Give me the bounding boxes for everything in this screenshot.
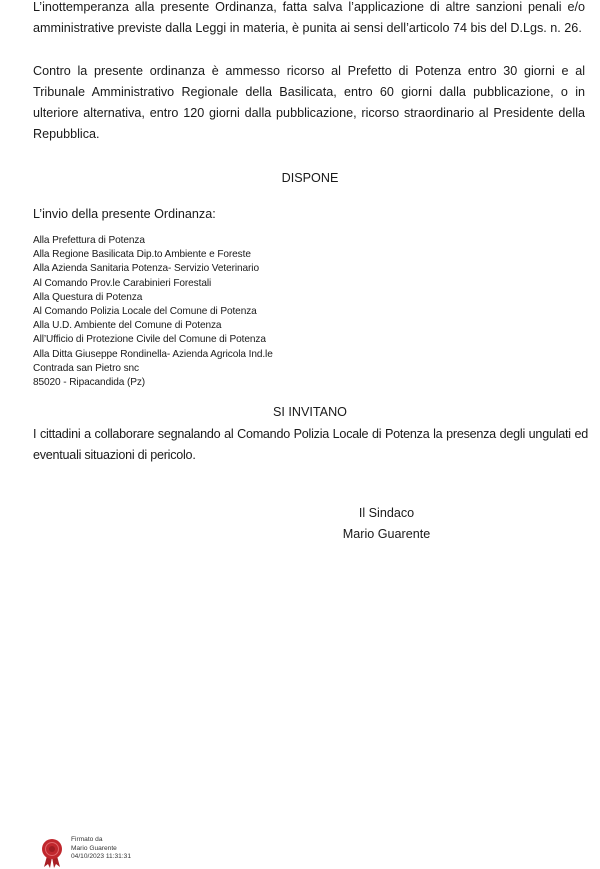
recipients-list <box>33 234 273 390</box>
recipient-item: Alla Questura di Potenza <box>33 291 143 303</box>
stamp-signer: Mario Guarente <box>71 844 117 852</box>
paragraph-line: eventuali situazioni di pericolo. <box>33 448 196 462</box>
recipient-item: All’Ufficio di Protezione Civile del Comune di Potenza <box>33 334 266 346</box>
recipients-intro: L’invio della presente Ordinanza: <box>33 207 216 221</box>
paragraph-line: Contro la presente ordinanza è ammesso ricorso al Prefetto di Potenza entro 30 giorni e al <box>33 64 585 78</box>
paragraph-appeal <box>33 61 585 145</box>
recipient-item: Contrada san Pietro snc <box>33 362 139 374</box>
invito-paragraph <box>33 424 588 466</box>
paragraph-line: L’inottemperanza alla presente Ordinanza, fatta salva l’applicazione di altre sanzioni penali e/o <box>33 0 585 14</box>
invitano-heading: SI INVITANO <box>273 405 347 419</box>
paragraph-line: ulteriore alternativa, entro 120 giorni dalla pubblicazione, ricorso straordinario al Presidente della <box>33 106 585 120</box>
stamp-label: Firmato da <box>71 836 103 843</box>
dispone-heading: DISPONE <box>281 171 339 185</box>
recipient-item: Alla Regione Basilicata Dip.to Ambiente e Foreste <box>33 249 251 261</box>
digital-signature-stamp <box>40 836 150 868</box>
recipient-item: Alla U.D. Ambiente del Comune di Potenza <box>33 320 222 332</box>
recipient-item: Alla Ditta Giuseppe Rondinella- Azienda Agricola Ind.le <box>33 348 273 360</box>
recipient-item: Al Comando Polizia Locale del Comune di Potenza <box>33 306 257 318</box>
paragraph-line: I cittadini a collaborare segnalando al Comando Polizia Locale di Potenza la presenza degli ungulati ed <box>33 427 588 441</box>
paragraph-line: Repubblica. <box>33 127 100 141</box>
paragraph-line: Tribunale Amministrativo Regionale della Basilicata, entro 60 giorni dalla pubblicazione, o in <box>33 85 585 99</box>
stamp-timestamp: 04/10/2023 11:31:31 <box>71 853 132 861</box>
wax-seal-icon <box>40 838 64 868</box>
recipient-item: Alla Azienda Sanitaria Potenza- Servizio Veterinario <box>33 263 259 275</box>
recipient-item: Al Comando Prov.le Carabinieri Forestali <box>33 277 212 289</box>
paragraph-sanctions <box>33 0 585 39</box>
signature-name: Mario Guarente <box>342 527 431 541</box>
signature-role: Il Sindaco <box>358 506 415 520</box>
signature-stamp-text <box>71 836 131 862</box>
paragraph-line: amministrative previste dalla Leggi in materia, è punita ai sensi dell’articolo 74 bis del D.Lgs. n. 26. <box>33 21 582 35</box>
recipient-item: Alla Prefettura di Potenza <box>33 235 145 246</box>
recipient-item: 85020 - Ripacandida (Pz) <box>33 377 146 389</box>
